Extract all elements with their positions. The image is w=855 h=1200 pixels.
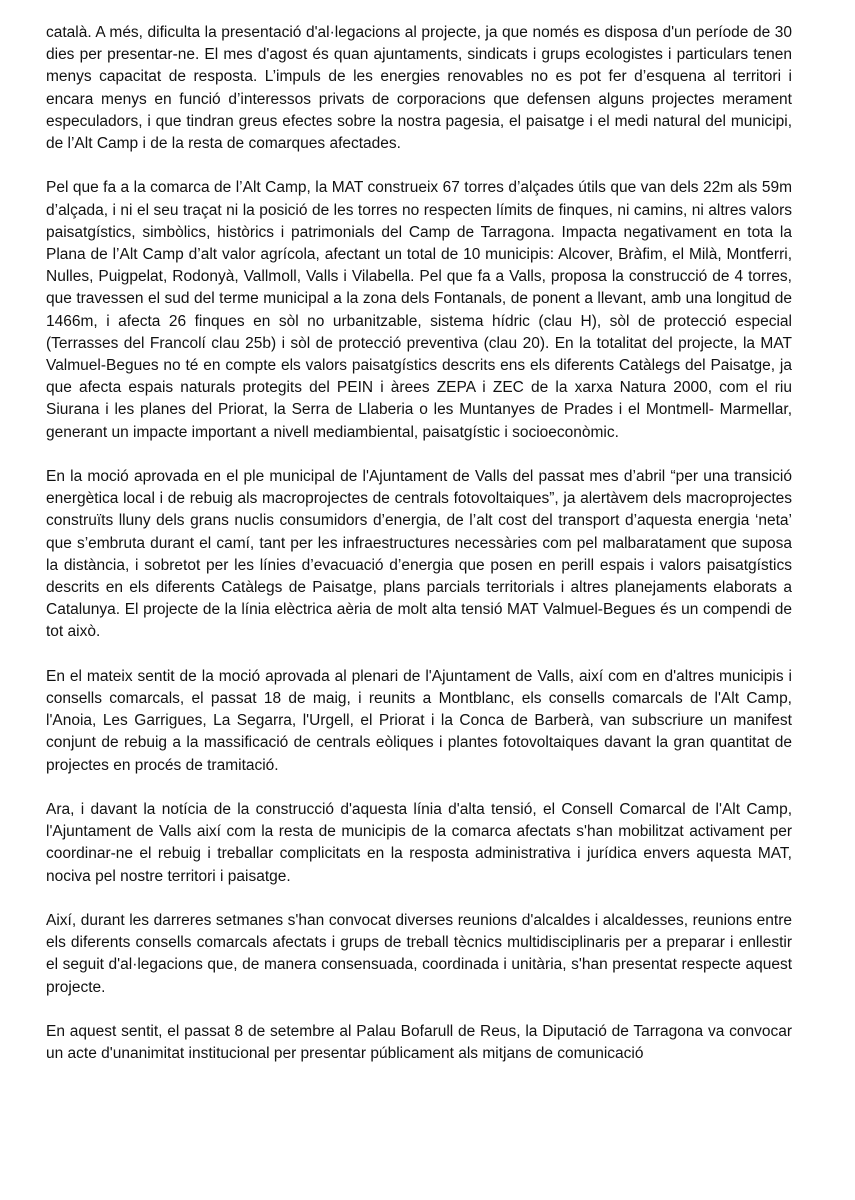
- paragraph-4: En el mateix sentit de la moció aprovada al plenari de l'Ajuntament de Valls, així com en d'altres municipis i consells comarcals, el passat 18 de maig, i reunits a Montblanc, els consells comarcals de l'Alt Camp, l'Anoia, Les Garrigues, La Segarra, l'Urgell, el Priorat i la Conca de Barberà, van subscriure un manifest conjunt de rebuig a la massificació de centrals eòliques i plantes fotovoltaiques davant la gran quantitat de projectes en procés de tramitació.: [46, 667, 792, 774]
- paragraph-6: Així, durant les darreres setmanes s'han convocat diverses reunions d'alcaldes i alcaldesses, reunions entre els diferents consells comarcals afectats i grups de treball tècnics multidisciplinaris per a preparar i enllestir el seguit d'al·legacions que, de manera consensuada, coordinada i unitària, s'han presentat respecte aquest projecte.: [46, 912, 792, 996]
- paragraph-3: En la moció aprovada en el ple municipal de l'Ajuntament de Valls del passat mes d’abril “per una transició energètica local i de rebuig als macroprojectes de centrals fotovoltaiques”, ja alertàvem dels macroprojectes construïts lluny dels grans nuclis consumidors d’energia, de l’alt cost del transport d’aquesta energia ‘neta’ que s’embruta durant el camí, tant per les infraestructures necessàries com pel malbaratament que suposa la distància, i sobretot per les línies d’evacuació d’energia que posen en perill espais i valors paisatgístics descrits en els diferents Catàlegs de Paisatge, plans parcials territorials i altres planejaments elaborats a Catalunya. El projecte de la línia elèctrica aèria de molt alta tensió MAT Valmuel-Begues és un compendi de tot això.: [46, 468, 792, 641]
- paragraph-7: En aquest sentit, el passat 8 de setembre al Palau Bofarull de Reus, la Diputació de Tarragona va convocar un acte d'unanimitat institucional per presentar públicament als mitjans de comunicació: [46, 1023, 792, 1063]
- paragraph-1: català. A més, dificulta la presentació d'al·legacions al projecte, ja que només es disposa d'un període de 30 dies per presentar-ne. El mes d'agost és quan ajuntaments, sindicats i grups ecologistes i particulars tenen menys capacitat de resposta. L’impuls de les energies renovables no es pot fer d’esquena al territori i encara menys en funció d’interessos privats de corporacions que defensen alguns projectes merament especuladors, i que tindran greus efectes sobre la nostra pagesia, el paisatge i el medi natural del municipi, de l’Alt Camp i de la resta de comarques afectades.: [46, 24, 792, 153]
- paragraph-2: Pel que fa a la comarca de l’Alt Camp, la MAT construeix 67 torres d’alçades útils que van dels 22m als 59m d’alçada, i ni el seu traçat ni la posició de les torres no respecten límits de finques, ni camins, ni altres valors paisatgístics, simbòlics, històrics i patrimonials del Camp de Tarragona. Impacta negativament en tota la Plana de l’Alt Camp d’alt valor agrícola, afectant un total de 10 municipis: Alcover, Bràfim, el Milà, Montferri, Nulles, Puigpelat, Rodonyà, Vallmoll, Valls i Vilabella. Pel que fa a Valls, proposa la construcció de 4 torres, que travessen el sud del terme municipal a la zona dels Fontanals, de ponent a llevant, amb una longitud de 1466m, i afecta 26 finques en sòl no urbanitzable, sistema hídric (clau H), sòl de protecció especial (Terrasses del Francolí clau 25b) i sòl de protecció preventiva (clau 20). En la totalitat del projecte, la MAT Valmuel-Begues no té en compte els valors paisatgístics descrits ens els diferents Catàlegs del Paisatge, ja que afecta espais naturals protegits del PEIN i àrees ZEPA i ZEC de la xarxa Natura 2000, com el riu Siurana i les planes del Priorat, la Serra de Llaberia o les Muntanyes de Prades i el Montmell- Marmellar, generant un impacte important a nivell mediambiental, paisatgístic i socioeconòmic.: [46, 179, 792, 441]
- paragraph-5: Ara, i davant la notícia de la construcció d'aquesta línia d'alta tensió, el Consell Comarcal de l'Alt Camp, l'Ajuntament de Valls així com la resta de municipis de la comarca afectats s'han mobilitzat activament per coordinar-ne el rebuig i treballar complicitats en la resposta administrativa i jurídica envers aquesta MAT, nociva pel nostre territori i paisatge.: [46, 801, 792, 885]
- document-page: [46, 22, 792, 1088]
